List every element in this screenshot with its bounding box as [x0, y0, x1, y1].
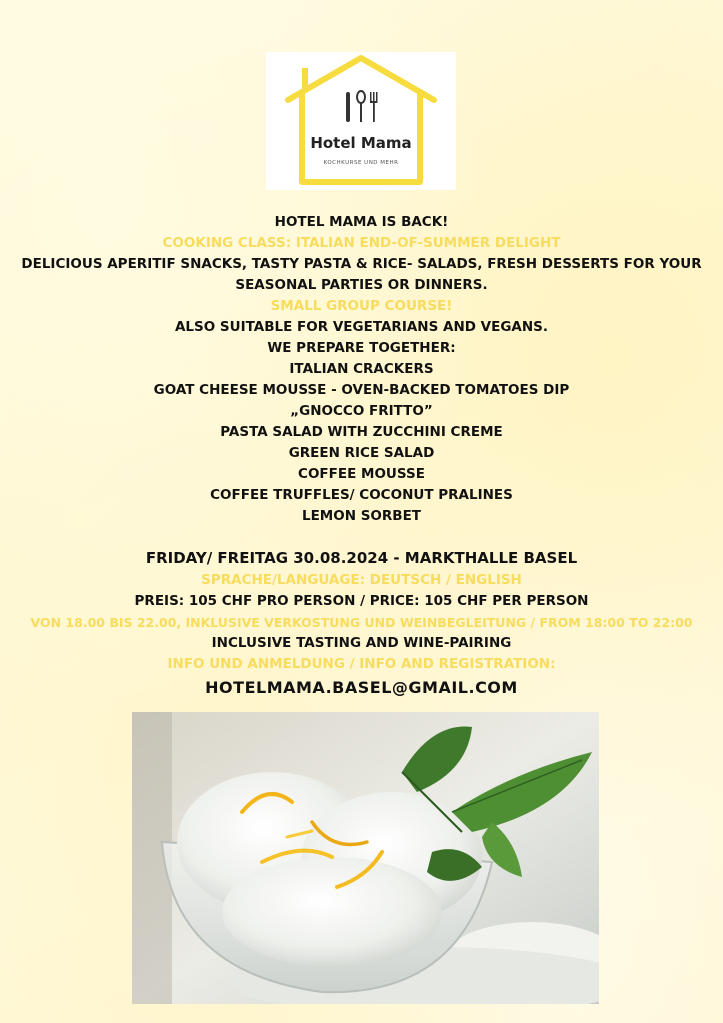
lemon-sorbet-photo: [132, 712, 599, 1004]
class-title: COOKING CLASS: ITALIAN END-OF-SUMMER DELIGHT: [162, 235, 561, 251]
registration-info: INFO UND ANMELDUNG / INFO AND REGISTRATION:: [167, 656, 556, 672]
menu-item: „GNOCCO FRITTO”: [290, 403, 433, 419]
menu-item: GREEN RICE SALAD: [288, 445, 435, 461]
diet-note: ALSO SUITABLE FOR VEGETARIANS AND VEGANS.: [174, 319, 549, 335]
menu-heading: WE PREPARE TOGETHER:: [267, 340, 456, 356]
intro-text: DELICIOUS APERITIF SNACKS, TASTY PASTA & RICE- SALADS, FRESH DESSERTS FOR YOUR SEASONAL PARTIES OR DINNERS.: [21, 256, 702, 293]
email-address[interactable]: HOTELMAMA.BASEL@GMAIL.COM: [205, 678, 518, 697]
menu-item: GOAT CHEESE MOUSSE - OVEN-BACKED TOMATOES DIP: [153, 382, 570, 398]
menu-item: PASTA SALAD WITH ZUCCHINI CREME: [220, 424, 503, 440]
menu-item: ITALIAN CRACKERS: [289, 361, 434, 377]
group-note: SMALL GROUP COURSE!: [270, 298, 453, 314]
house-cutlery-icon: [266, 52, 456, 190]
headline: HOTEL MAMA IS BACK!: [274, 214, 449, 230]
menu-item: COFFEE TRUFFLES/ COCONUT PRALINES: [210, 487, 513, 503]
price-info: PREIS: 105 CHF PRO PERSON / PRICE: 105 CHF PER PERSON: [134, 593, 589, 609]
menu-item: LEMON SORBET: [301, 508, 422, 524]
logo: [266, 52, 456, 190]
menu-item: COFFEE MOUSSE: [298, 466, 425, 482]
tasting-info: INCLUSIVE TASTING AND WINE-PAIRING: [211, 635, 512, 651]
language-info: SPRACHE/LANGUAGE: DEUTSCH / ENGLISH: [201, 572, 522, 588]
flyer-text: [0, 212, 723, 701]
date-location: FRIDAY/ FREITAG 30.08.2024 - MARKTHALLE BASEL: [145, 549, 578, 567]
time-info: VON 18.00 BIS 22.00, INKLUSIVE VERKOSTUNG UND WEINBEGLEITUNG / FROM 18:00 TO 22:00: [30, 615, 693, 630]
logo-subtitle: KOCHKURSE UND MEHR: [323, 160, 399, 166]
logo-name: Hotel Mama: [310, 134, 412, 152]
